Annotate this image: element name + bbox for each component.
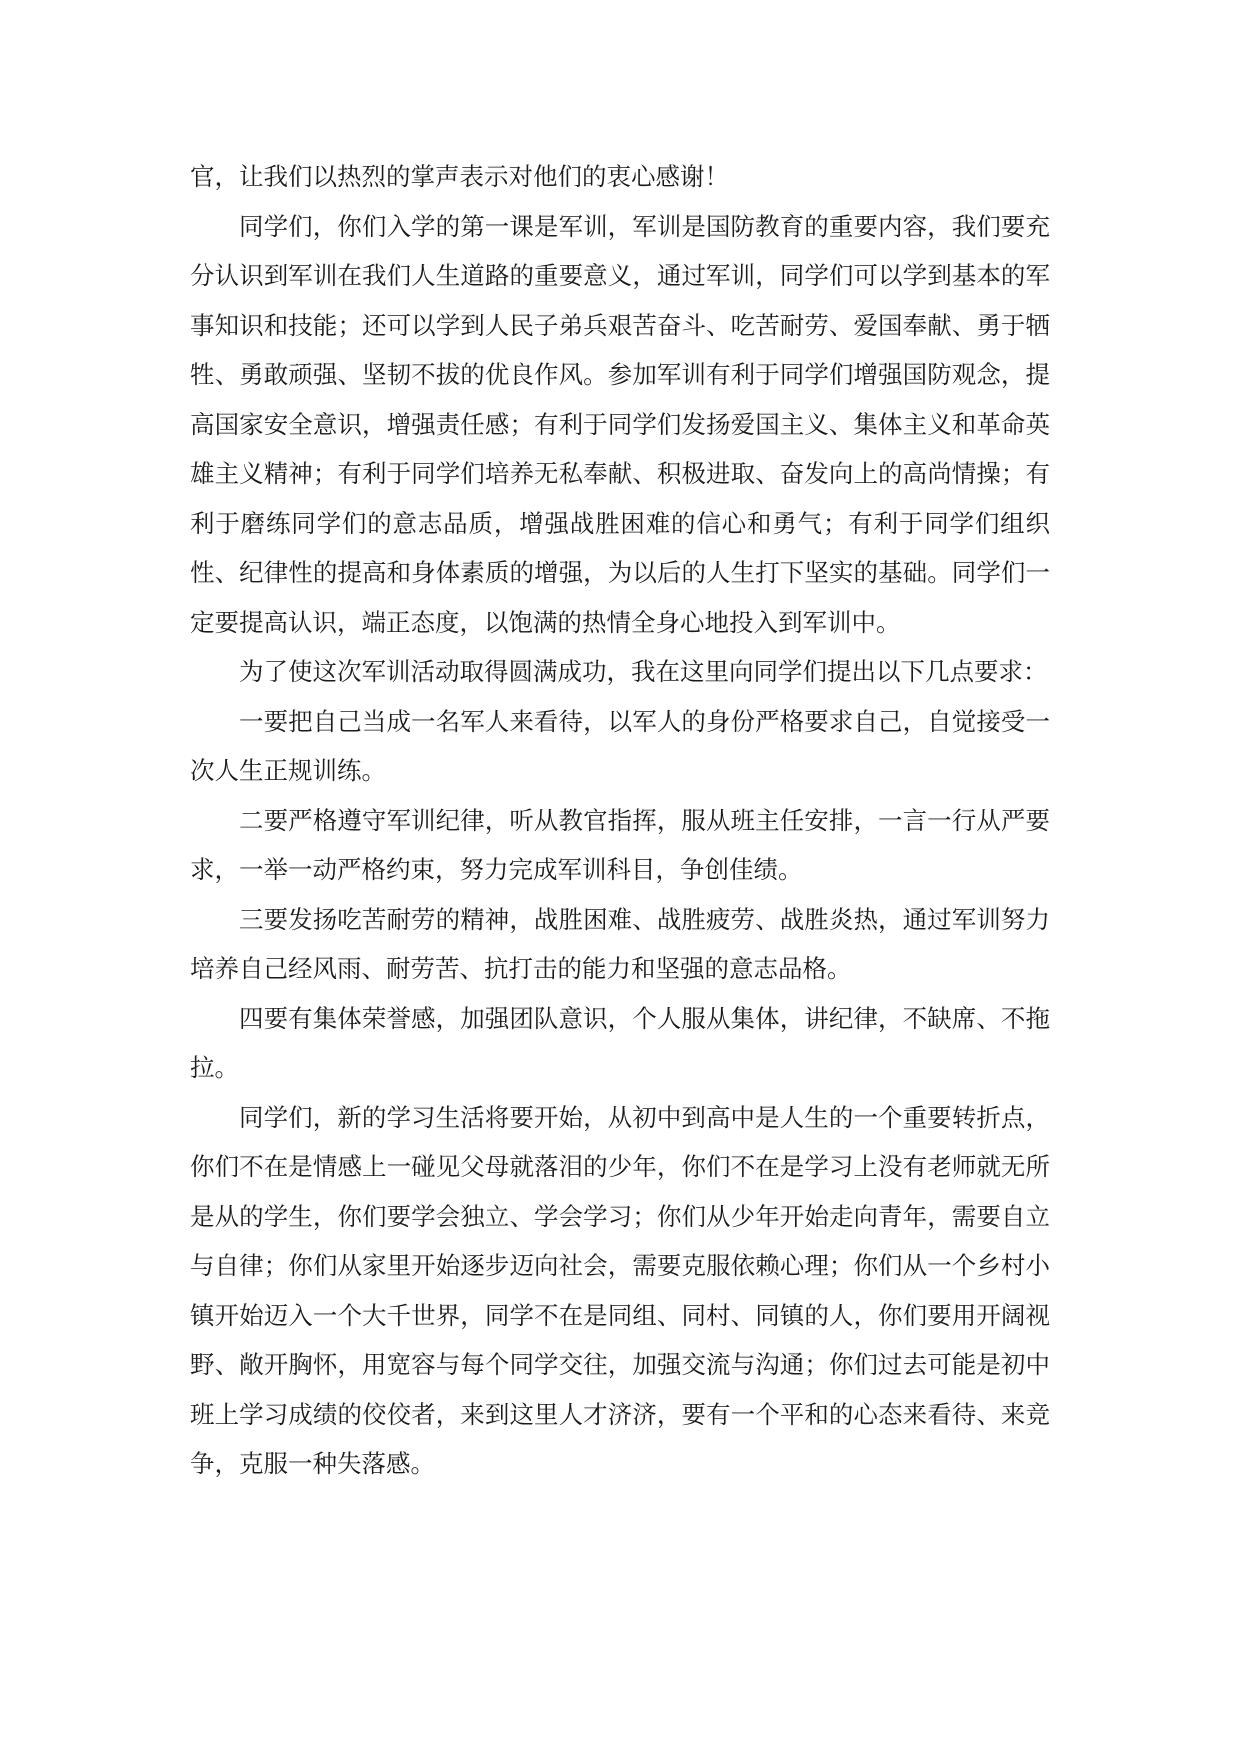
paragraph-4: 一要把自己当成一名军人来看待，以军人的身份严格要求自己，自觉接受一次人生正规训练。 (190, 706, 1050, 785)
paragraph-6: 三要发扬吃苦耐劳的精神，战胜困难、战胜疲劳、战胜炎热，通过军训努力培养自己经风雨、耐劳苦、抗打击的能力和坚强的意志品格。 (190, 904, 1050, 983)
paragraph-3: 为了使这次军训活动取得圆满成功，我在这里向同学们提出以下几点要求： (239, 657, 1048, 686)
paragraph-8: 同学们，新的学习生活将要开始，从初中到高中是人生的一个重要转折点，你们不在是情感上一碰见父母就落泪的少年，你们不在是学习上没有老师就无所是从的学生，你们要学会独立、学会学习；你们从少年开始走向青年，需要自立与自律；你们从家里开始逐步迈向社会，需要克服依赖心理；你们从一个乡村小镇开始迈入一个大千世界，同学不在是同组、同村、同镇的人，你们要用开阔视野、敞开胸怀，用宽容与每个同学交往，加强交流与沟通；你们过去可能是初中班上学习成绩的佼佼者，来到这里人才济济，要有一个平和的心态来看待、来竞争，克服一种失落感。 (190, 1102, 1050, 1478)
paragraph-2: 同学们，你们入学的第一课是军训，军训是国防教育的重要内容，我们要充分认识到军训在我们人生道路的重要意义，通过军训，同学们可以学到基本的军事知识和技能；还可以学到人民子弟兵艰苦奋斗、吃苦耐劳、爱国奉献、勇于牺牲、勇敢顽强、坚韧不拔的优良作风。参加军训有利于同学们增强国防观念，提高国家安全意识，增强责任感；有利于同学们发扬爱国主义、集体主义和革命英雄主义精神；有利于同学们培养无私奉献、积极进取、奋发向上的高尚情操；有利于磨练同学们的意志品质，增强战胜困难的信心和勇气；有利于同学们组织性、纪律性的提高和身体素质的增强，为以后的人生打下坚实的基础。同学们一定要提高认识，端正态度，以饱满的热情全身心地投入到军训中。 (190, 211, 1050, 637)
document-page (190, 152, 1050, 1489)
paragraph-5: 二要严格遵守军训纪律，听从教官指挥，服从班主任安排，一言一行从严要求，一举一动严格约束，努力完成军训科目，争创佳绩。 (190, 805, 1050, 884)
paragraph-7: 四要有集体荣誉感，加强团队意识，个人服从集体，讲纪律，不缺席、不拖拉。 (190, 1003, 1050, 1082)
paragraph-1: 官，让我们以热烈的掌声表示对他们的衷心感谢！ (190, 162, 729, 191)
